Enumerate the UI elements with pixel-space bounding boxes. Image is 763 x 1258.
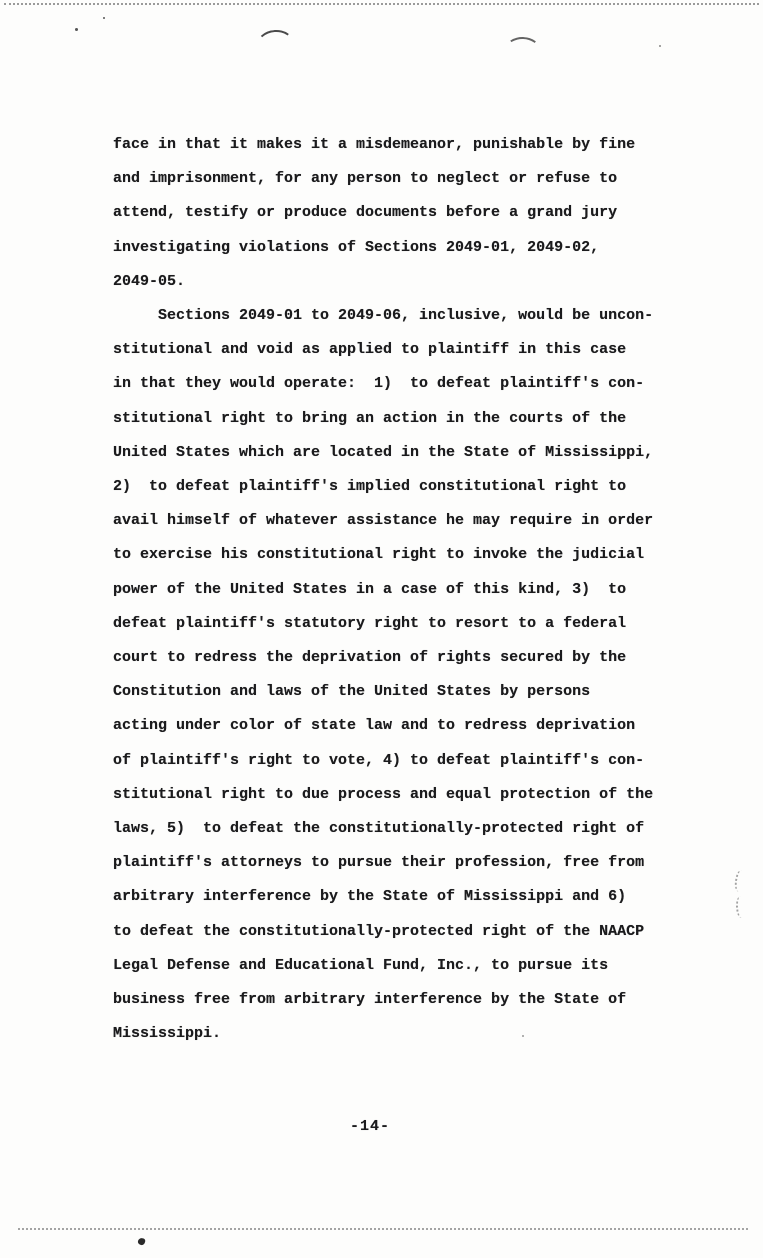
- text-line: 2049-05.: [113, 272, 186, 290]
- margin-mark: [734, 869, 747, 892]
- text-line: United States which are located in the State of Mississippi,: [113, 443, 654, 461]
- text-line: plaintiff's attorneys to pursue their profession, free from: [113, 854, 645, 872]
- text-line: business free from arbitrary interference by the State of: [113, 991, 627, 1009]
- text-line: acting under color of state law and to redress deprivation: [113, 717, 636, 735]
- text-line: Constitution and laws of the United States by persons: [113, 683, 591, 701]
- text-line: stitutional right to due process and equal protection of the: [113, 785, 654, 803]
- text-line: stitutional right to bring an action in the courts of the: [113, 409, 627, 427]
- margin-mark: [735, 896, 746, 918]
- top-edge-dots: [4, 3, 759, 5]
- scan-speck: [103, 17, 105, 19]
- text-line: laws, 5) to defeat the constitutionally-protected right of: [113, 820, 645, 838]
- text-line: stitutional and void as applied to plaintiff in this case: [113, 341, 627, 359]
- text-line: and imprisonment, for any person to neglect or refuse to: [113, 170, 618, 188]
- binding-mark-left: [256, 29, 295, 47]
- scan-speck: [75, 28, 78, 31]
- text-line: Legal Defense and Educational Fund, Inc., to pursue its: [113, 956, 609, 974]
- text-line: defeat plaintiff's statutory right to resort to a federal: [113, 614, 627, 632]
- text-line: arbitrary interference by the State of Mississippi and 6): [113, 888, 627, 906]
- scan-speck: [659, 45, 661, 47]
- document-text: [113, 128, 673, 1051]
- text-line: Sections 2049-01 to 2049-06, inclusive, would be uncon-: [113, 307, 654, 325]
- bottom-edge-line: [18, 1228, 748, 1230]
- text-line: of plaintiff's right to vote, 4) to defeat plaintiff's con-: [113, 751, 645, 769]
- text-line: in that they would operate: 1) to defeat plaintiff's con-: [113, 375, 645, 393]
- page-number: -14-: [349, 1118, 390, 1135]
- text-line: to exercise his constitutional right to invoke the judicial: [113, 546, 645, 564]
- text-line: face in that it makes it a misdemeanor, punishable by fine: [113, 136, 636, 153]
- text-line: avail himself of whatever assistance he may require in order: [113, 512, 654, 530]
- text-line: investigating violations of Sections 2049-01, 2049-02,: [113, 238, 600, 256]
- text-line: court to redress the deprivation of rights secured by the: [113, 649, 627, 667]
- text-line: power of the United States in a case of this kind, 3) to: [113, 580, 627, 598]
- text-line: Mississippi.: [113, 1025, 222, 1043]
- text-line: attend, testify or produce documents before a grand jury: [113, 204, 618, 222]
- text-line: 2) to defeat plaintiff's implied constitutional right to: [113, 478, 627, 496]
- bottom-edge-mark: [137, 1237, 146, 1246]
- text-line: to defeat the constitutionally-protected right of the NAACP: [113, 922, 645, 940]
- binding-mark-right: [506, 36, 540, 49]
